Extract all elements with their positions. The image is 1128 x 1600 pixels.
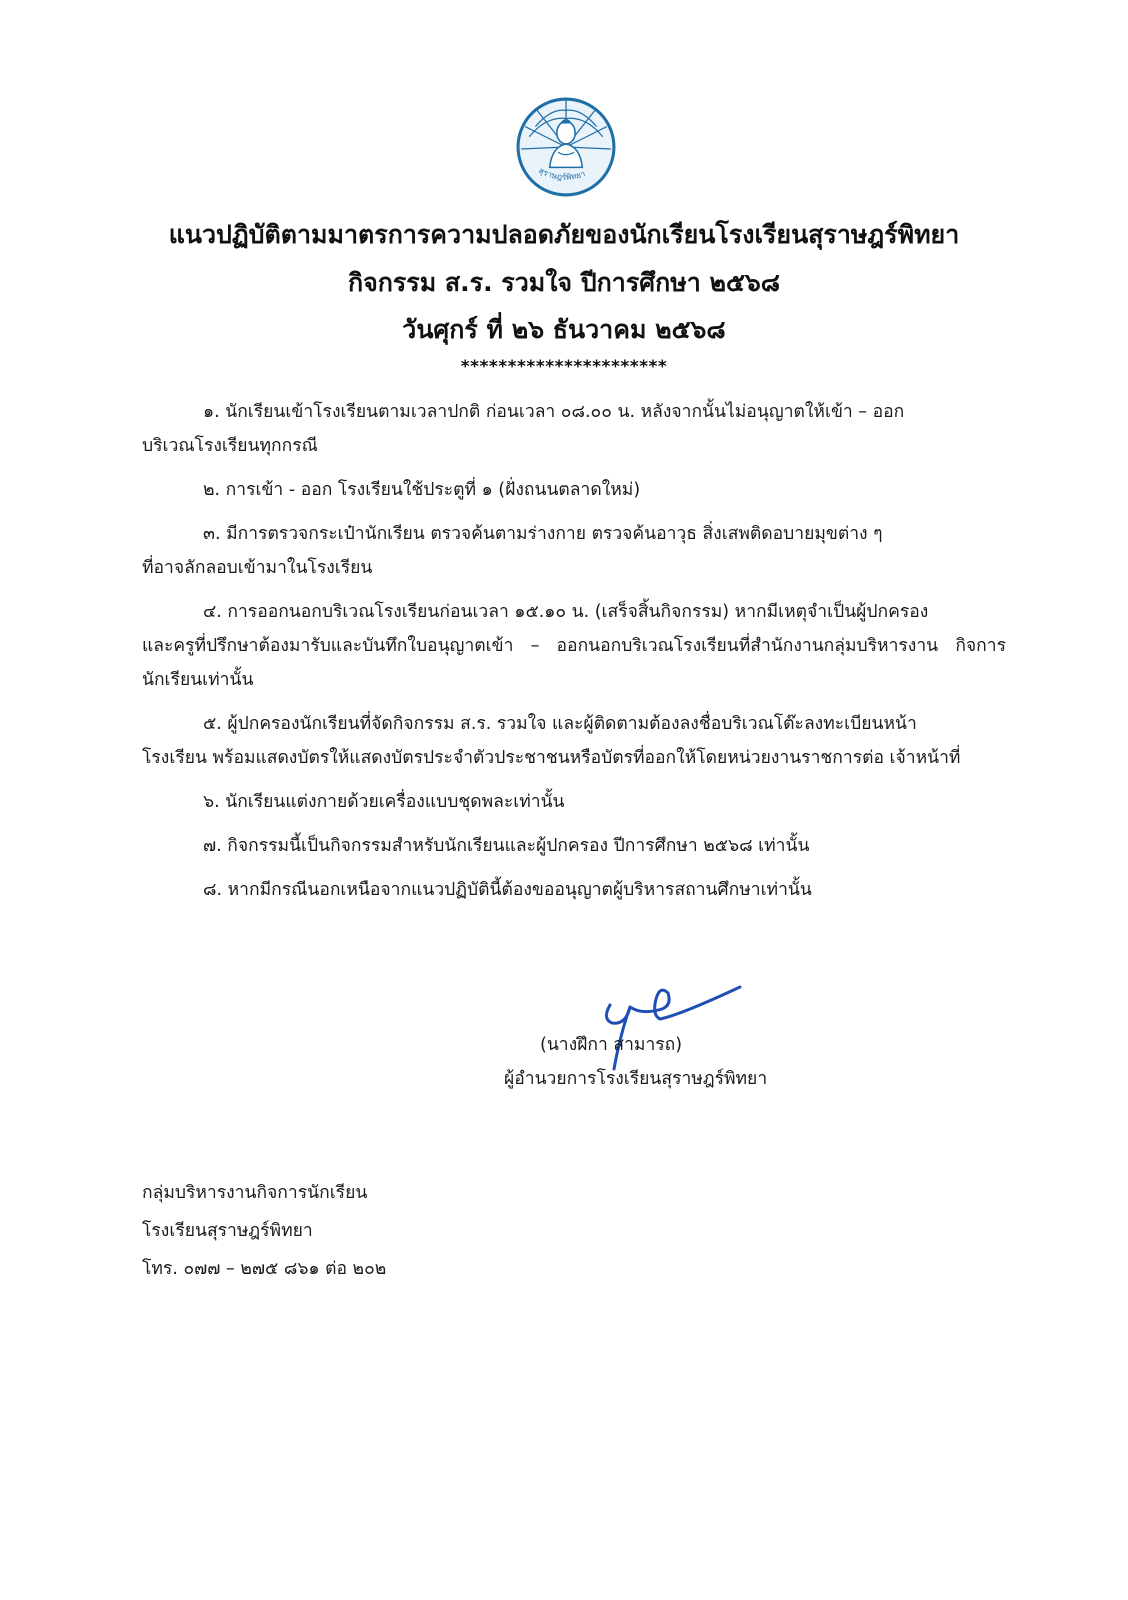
phone-number: โทร. ๐๗๗ – ๒๗๕ ๘๖๑ ต่อ ๒๐๒ — [142, 1259, 387, 1279]
emblem-text: สุราษฎร์พิทยา — [537, 165, 587, 182]
separator: ********************** — [460, 357, 668, 377]
guideline-first-line: ๘. หากมีกรณีนอกเหนือจากแนวปฏิบัตินี้ต้องขออนุญาตผู้บริหารสถานศึกษาเท่านั้น — [203, 880, 812, 900]
guideline-item-1 — [142, 395, 1006, 463]
signatory-position: ผู้อำนวยการโรงเรียนสุราษฎร์พิทยา — [504, 1069, 768, 1089]
guideline-continuation: ที่อาจลักลอบเข้ามาในโรงเรียน — [142, 558, 373, 578]
guideline-first-line: ๔. การออกนอกบริเวณโรงเรียนก่อนเวลา ๑๕.๑๐ น. (เสร็จสิ้นกิจกรรม) หากมีเหตุจำเป็นผู้ปกครอง — [203, 602, 929, 622]
guideline-first-line: ๗. กิจกรรมนี้เป็นกิจกรรมสำหรับนักเรียนและผู้ปกครอง ปีการศึกษา ๒๕๖๘ เท่านั้น — [203, 836, 810, 856]
signatory-block — [504, 1028, 834, 1096]
school-emblem-icon — [515, 96, 617, 198]
guideline-continuation: และครูที่ปรึกษาต้องมารับและบันทึกใบอนุญาตเข้า – ออกนอกบริเวณโรงเรียนที่สำนักงานกลุ่มบริหารงาน กิจการนักเรียนเท่านั้น — [142, 636, 1006, 690]
guideline-continuation: โรงเรียน พร้อมแสดงบัตรให้แสดงบัตรประจำตัวประชาชนหรือบัตรที่ออกให้โดยหน่วยงานราชการต่อ เจ้าหน้าที่ — [142, 748, 961, 768]
guideline-item-5 — [142, 707, 1006, 775]
guideline-continuation: บริเวณโรงเรียนทุกกรณี — [142, 436, 318, 456]
department-name: กลุ่มบริหารงานกิจการนักเรียน — [142, 1183, 368, 1203]
school-name: โรงเรียนสุราษฎร์พิทยา — [142, 1221, 313, 1241]
guidelines-list — [142, 395, 1006, 917]
guideline-first-line: ๖. นักเรียนแต่งกายด้วยเครื่องแบบชุดพละเท่านั้น — [203, 792, 565, 812]
event-date: วันศุกร์ ที่ ๒๖ ธันวาคม ๒๕๖๘ — [402, 315, 726, 344]
guideline-item-3 — [142, 517, 1006, 585]
signatory-name: (นางฝึกา สามารถ) — [540, 1035, 683, 1055]
guideline-item-2 — [142, 473, 1006, 507]
document-title: แนวปฏิบัติตามมาตรการความปลอดภัยของนักเรียนโรงเรียนสุราษฎร์พิทยา — [168, 220, 960, 249]
guideline-item-7 — [142, 829, 1006, 863]
guideline-first-line: ๑. นักเรียนเข้าโรงเรียนตามเวลาปกติ ก่อนเวลา ๐๘.๐๐ น. หลังจากนั้นไม่อนุญาตให้เข้า – ออก — [203, 402, 905, 422]
contact-footer — [142, 1175, 642, 1289]
guideline-first-line: ๕. ผู้ปกครองนักเรียนที่จัดกิจกรรม ส.ร. รวมใจ และผู้ติดตามต้องลงชื่อบริเวณโต๊ะลงทะเบียนหน้า — [203, 714, 917, 734]
guideline-item-8 — [142, 873, 1006, 907]
guideline-item-4 — [142, 595, 1006, 697]
activity-title: กิจกรรม ส.ร. รวมใจ ปีการศึกษา ๒๕๖๘ — [347, 268, 781, 297]
guideline-first-line: ๓. มีการตรวจกระเป๋านักเรียน ตรวจค้นตามร่างกาย ตรวจค้นอาวุธ สิ่งเสพติดอบายมุขต่าง ๆ — [203, 524, 883, 544]
guideline-item-6 — [142, 785, 1006, 819]
guideline-first-line: ๒. การเข้า - ออก โรงเรียนใช้ประตูที่ ๑ (ฝั่งถนนตลาดใหม่) — [203, 480, 641, 500]
